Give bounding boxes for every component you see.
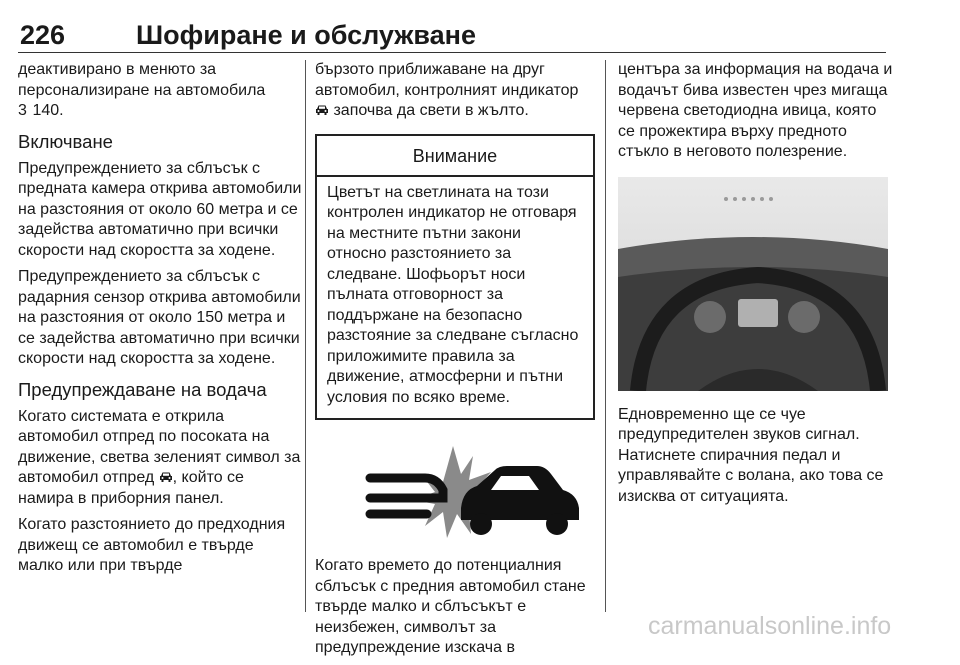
notice-heading: Внимание xyxy=(317,136,593,177)
column-3 xyxy=(618,60,893,513)
dashboard-led-strip-photo xyxy=(618,177,888,391)
car-front-icon xyxy=(159,471,173,483)
column-divider-1 xyxy=(305,60,306,612)
paragraph-vehicle-ahead xyxy=(18,407,302,510)
page-number: 226 xyxy=(20,20,66,50)
section-heading-on: Включване xyxy=(18,130,113,152)
paragraph-camera: Предупреждението за сблъсък с предната камера открива автомобили на разстояния от около 60 метра и се задейства автоматично при всички скорости над скоростта за ходене. xyxy=(18,159,302,259)
page-header xyxy=(18,14,886,54)
paragraph-indicator-yellow xyxy=(315,60,595,122)
paragraph-distance: Когато разстоянието до предходния движещ се автомобил е твърде малко или при твърде xyxy=(18,516,286,574)
watermark-text: carmanualsonline.info xyxy=(648,612,892,640)
car-front-icon xyxy=(315,104,329,116)
paragraph-collision-time: Когато времето до потенциалния сблъсък с предния автомобил стане твърде малко и сблъсъкът е неизбежен, символът за предупреждение изскача в xyxy=(315,557,586,656)
car-right-icon xyxy=(461,466,579,535)
column-2 xyxy=(315,60,595,665)
car-left-icon xyxy=(370,478,443,514)
paragraph-sound-signal: Едновременно ще се чуе предупредителен звуков сигнал. Натиснете спирачния педал и управлявайте с волана, ако това се изисква от ситуацията. xyxy=(618,405,884,505)
section-heading-driver-warning: Предупреждаване на водача xyxy=(18,378,267,400)
reference-arrow-icon: 3 xyxy=(18,102,27,119)
paragraph-led-strip: центъра за информация на водача и водачът бива известен чрез мигаща червена светодиодна ивица, която се прожектира върху предното стъкло в неговото полезрение. xyxy=(618,61,893,160)
paragraph-text: , който се намира в приборния панел. xyxy=(18,469,244,507)
header-divider xyxy=(18,52,886,53)
paragraph-deactivated xyxy=(18,60,302,122)
paragraph-text: Когато системата е открила автомобил отпред по посоката на движение, светва зеленият символ за автомобил отпред xyxy=(18,407,301,486)
page-reference-link[interactable]: 140. xyxy=(32,102,64,119)
paragraph-text: започва да свети в жълто. xyxy=(333,102,529,119)
paragraph-text: деактивирано в менюто за персонализиране на автомобила xyxy=(18,61,266,99)
page-title: Шофиране и обслужване xyxy=(136,20,476,50)
collision-warning-figure xyxy=(315,434,593,546)
notice-text: Цветът на светлината на този контролен индикатор не отговаря на местните пътни закони относно разстоянието за следване. Шофьорът носи пълната отговорност за поддържане на безопасно разстояние за следване съгласно приложимите правила за движение, атмосферни и пътни условия по всяко време. xyxy=(327,183,579,406)
notice-box xyxy=(315,134,595,421)
paragraph-radar: Предупреждението за сблъсък с радарния сензор открива автомобили на разстояния от около 150 метра и се задейства автоматично при всички скорости над скоростта за ходене. xyxy=(18,268,301,367)
paragraph-text: бързото приближаване на друг автомобил, контролният индикатор xyxy=(315,61,579,99)
column-1 xyxy=(18,60,302,583)
column-divider-2 xyxy=(605,60,606,612)
